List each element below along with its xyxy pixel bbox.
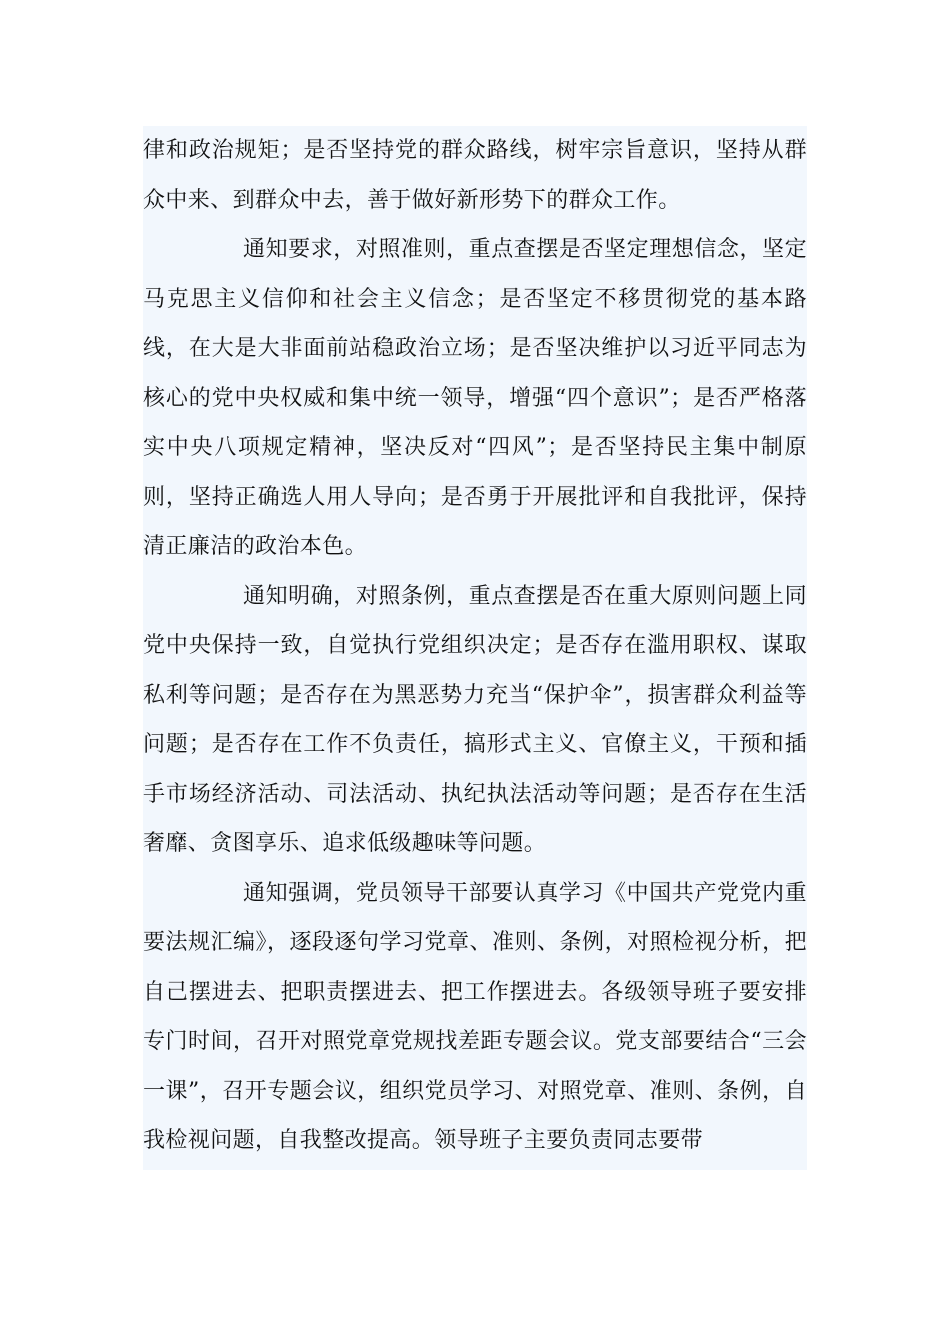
paragraph-1: 律和政治规矩；是否坚持党的群众路线，树牢宗旨意识，坚持从群众中来、到群众中去，善于做好新形势下的群众工作。: [143, 138, 807, 213]
paragraph-2: 通知要求，对照准则，重点查摆是否坚定理想信念，坚定马克思主义信仰和社会主义信念；是否坚定不移贯彻党的基本路线，在大是大非面前站稳政治立场；是否坚决维护以习近平同志为核心的党中央权威和集中统一领导，增强“四个意识”；是否严格落实中央八项规定精神，坚决反对“四风”；是否坚持民主集中制原则，坚持正确选人用人导向；是否勇于开展批评和自我批评，保持清正廉洁的政治本色。: [143, 237, 807, 559]
document-body: [143, 126, 807, 1170]
paragraph-4: 通知强调，党员领导干部要认真学习《中国共产党党内重要法规汇编》，逐段逐句学习党章、准则、条例，对照检视分析，把自己摆进去、把职责摆进去、把工作摆进去。各级领导班子要安排专门时间，召开对照党章党规找差距专题会议。党支部要结合“三会一课”，召开专题会议，组织党员学习、对照党章、准则、条例，自我检视问题，自我整改提高。领导班子主要负责同志要带: [143, 880, 807, 1153]
paragraph-3: 通知明确，对照条例，重点查摆是否在重大原则问题上同党中央保持一致，自觉执行党组织决定；是否存在滥用职权、谋取私利等问题；是否存在为黑恶势力充当“保护伞”，损害群众利益等问题；是否存在工作不负责任，搞形式主义、官僚主义，干预和插手市场经济活动、司法活动、执纪执法活动等问题；是否存在生活奢靡、贪图享乐、追求低级趣味等问题。: [143, 583, 807, 856]
